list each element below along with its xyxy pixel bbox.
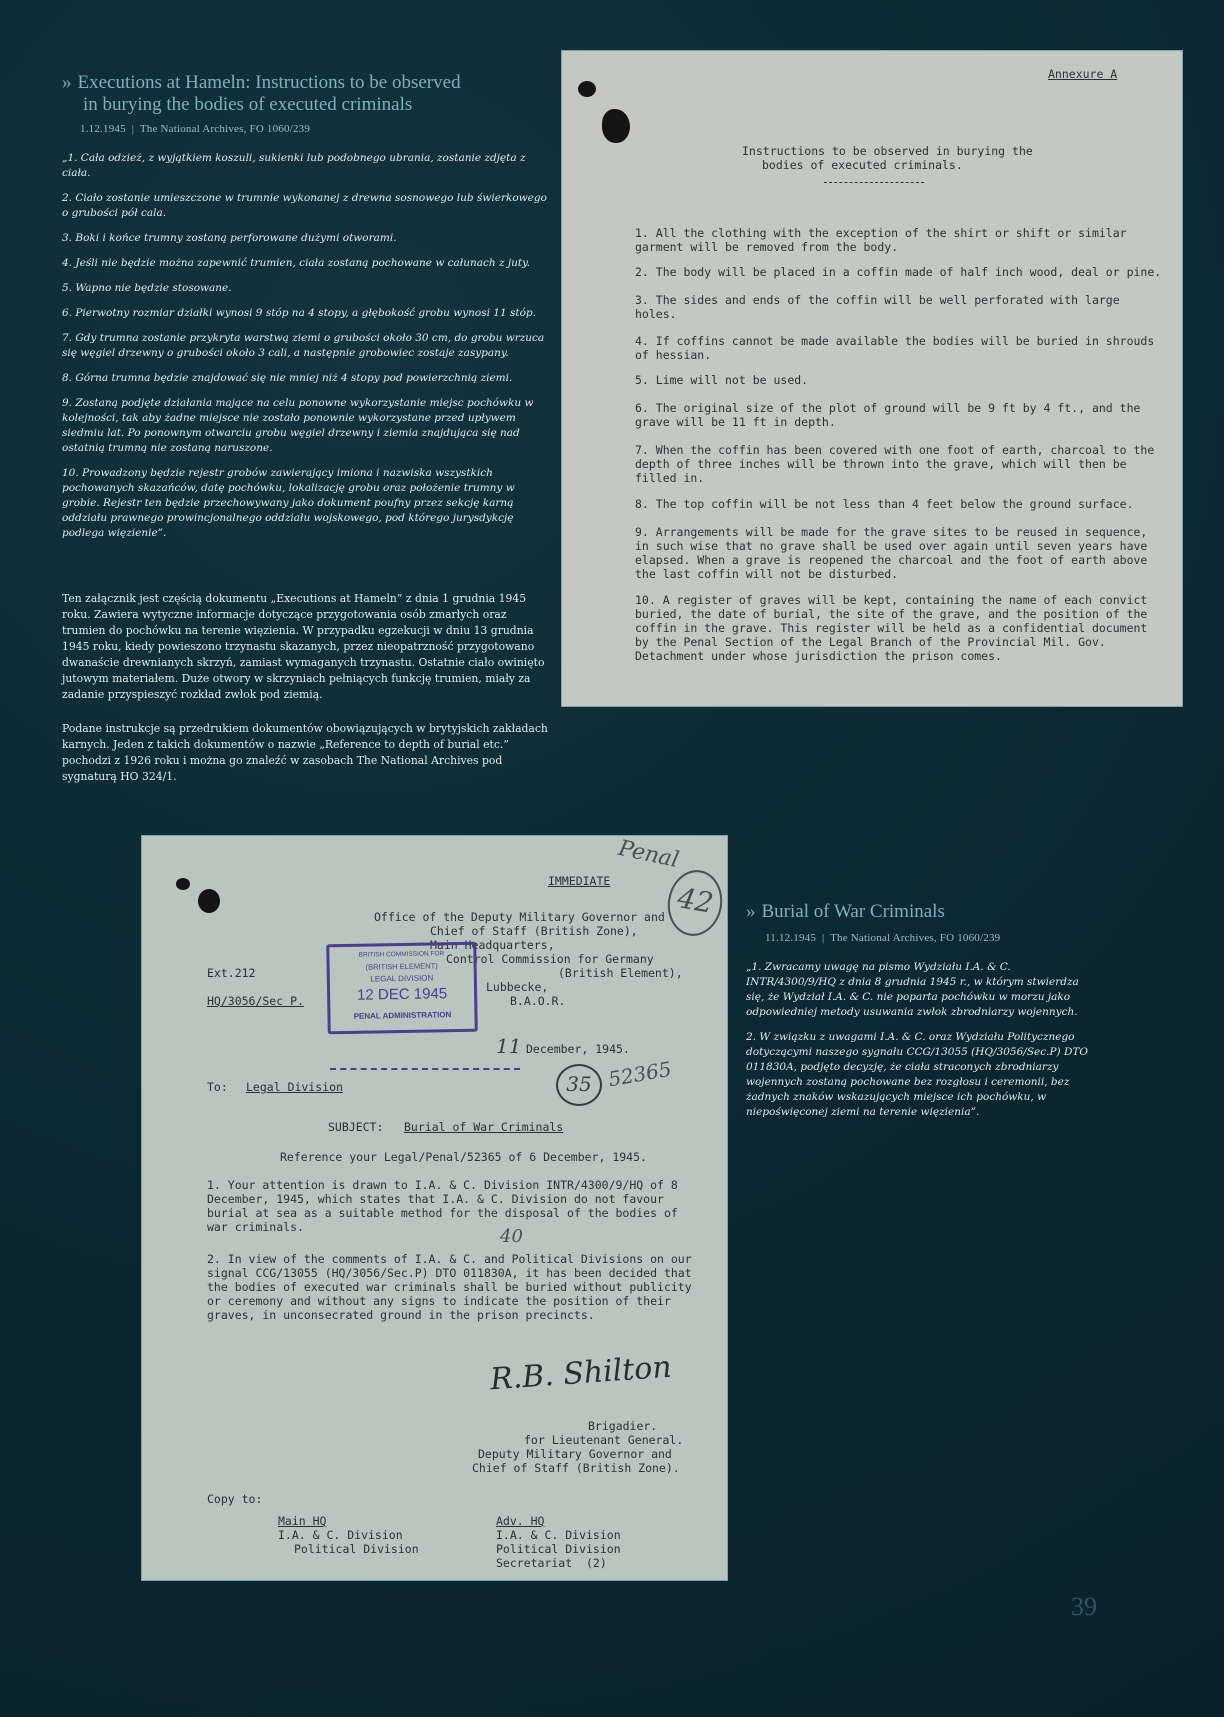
quote-item: „1. Cała odzież, z wyjątkiem koszuli, sukienki lub podobnego ubrania, zostanie zdjęta z ciała. [62,152,526,179]
instruction-item: 6. The original size of the plot of ground will be 9 ft by 4 ft., and the grave will be 11 ft in depth. [635,401,1141,429]
copy-right-line: Secretariat (2) [496,1556,607,1570]
copy-right-head: Adv. HQ [496,1514,545,1528]
annexure-label: Annexure A [1048,67,1118,81]
reference-code: HQ/3056/Sec P. [207,994,304,1008]
handwritten-42: 42 [675,881,716,920]
ink-blot [602,109,630,143]
instruction-item: 10. A register of graves will be kept, containing the name of each convict buried, the date of burial, the site of the grave, and the position of the coffin in the grave. This register will be held as a confidential document by the Penal Section of the Legal Branch of the Provincial Mil. Gov. Detachment under whose jurisdiction the prison comes. [635,593,1148,663]
office-line: Main Headquarters, [430,938,555,952]
stamp-line: PENAL ADMINISTRATION [353,1010,452,1021]
stamp-line: BRITISH COMMISSION FOR [358,950,445,959]
copy-to-label: Copy to: [207,1492,263,1506]
to-recipient: Legal Division [246,1080,343,1094]
divider [824,182,924,183]
letter-date: December, 1945. [526,1042,630,1056]
office-line: Lubbecke, [486,980,549,994]
section1-title-line2: in burying the bodies of executed criminals [83,94,413,115]
section1-quote [62,151,554,551]
instruction-item: 1. All the clothing with the exception of the shirt or shift or similar garment will be removed from the body. [635,226,1127,254]
handwritten-35: 35 [566,1072,592,1096]
handwritten-40: 40 [500,1226,523,1247]
handwritten-circled-35 [556,1064,602,1106]
signature-line: Brigadier. [588,1419,658,1433]
office-line: Office of the Deputy Military Governor and [374,910,665,924]
subject-label: SUBJECT: [328,1120,384,1134]
quote-item: 2. Ciało zostanie umieszczone w trumnie wykonanej z drewna sosnowego lub świerkowego o grubości pół cala. [62,192,547,219]
instruction-item: 3. The sides and ends of the coffin will be well perforated with large holes. [635,293,1120,321]
signature: R.B. Shilton [489,1349,673,1398]
signature-line: for Lieutenant General. [524,1433,684,1447]
to-label: To: [207,1080,228,1094]
instruction-item: 8. The top coffin will be not less than 4 feet below the ground surface. [635,497,1134,511]
memo-paragraph-2: 2. In view of the comments of I.A. & C. and Political Divisions on our signal CCG/13055 (HQ/3056/Sec.P) DTO 011830A, it has been decided that the bodies of executed war criminals shall be buried without publicity or ceremony and without any signs to indicate the position of their graves, in unconsecrated ground in the prison precincts. [207,1252,692,1322]
quote-item: 2. W związku z uwagami I.A. & C. oraz Wydziału Politycznego dotyczącymi naszego sygnału CCG/13055 (HQ/3056/Sec.P) DTO 011830A, podjęto decyzję, że ciała straconych zbrodniarzy wojennych zostaną pochowane bez rozgłosu i ceremonii, bez żadnych znaków wskazujących miejsce ich pochówku, w niepoświęconej ziemi na terenie więzienia”. [746,1031,1088,1118]
body-paragraph: Ten załącznik jest częścią dokumentu „Executions at Hameln” z dnia 1 grudnia 1945 roku. Zawiera wytyczne informacje dotyczące przygotowania osób zmarłych oraz trumien do pochówku na terenie więzienia. W przypadku egzekucji w dniu 13 grudnia 1945 roku, kiedy powieszono trzynastu skazanych, przez nieopatrzność przygotowano dwanaście drewnianych skrzyń, zamiast wymaganych trzynastu. Ostatnie ciało owinięto jutowym materiałem. Duże otwory w skrzyniach pełniących funkcję trumien, miały za zadanie przyspieszyć rozkład zwłok pod ziemią. [62,592,545,701]
instruction-item: 7. When the coffin has been covered with one foot of earth, charcoal to the depth of three inches will be thrown into the grave, which will then be filled in. [635,443,1155,485]
section1-body [62,591,552,803]
section2-title [746,901,1166,923]
copy-right-line: I.A. & C. Division [496,1528,621,1542]
stamp-line: 12 DEC 1945 [356,985,448,1004]
handwritten-circled-42 [663,866,728,940]
chevron-right-icon: » [62,72,72,93]
section2-meta [765,932,1000,944]
quote-item: 10. Prowadzony będzie rejestr grobów zawierający imiona i nazwiska wszystkich pochowanych skazańców, datę pochówku, lokalizację grobu oraz położenie trumny w grobie. Rejestr ten będzie przechowywany jako dokument poufny przez sekcję karną oddziału prawnego prowincjonalnego oddziału wojskowego, pod którego jurysdykcję podlega więzienie”. [62,467,515,539]
quote-item: 9. Zostaną podjęte działania mające na celu ponowne wykorzystanie miejsc pochówku w kolejności, tak aby żadne miejsce nie zostało ponownie wykorzystane przed upływem siedmiu lat. Po ponownym otwarciu grobu węgiel drzewny i ziemia znajdująca się nad ostatnią trumną nie zostaną naruszone. [62,397,534,454]
section1-title-line1: Executions at Hameln: Instructions to be observed [77,72,461,93]
instruction-item: 4. If coffins cannot be made available the bodies will be buried in shrouds of hessian. [635,334,1155,362]
underline-stroke [330,1068,520,1070]
instruction-item: 2. The body will be placed in a coffin made of half inch wood, deal or pine. [635,265,1162,279]
section1-title [62,72,502,116]
body-paragraph: Podane instrukcje są przedrukiem dokumentów obowiązujących w brytyjskich zakładach karnych. Jeden z takich dokumentów o nazwie „Reference to depth of burial etc.” pochodzi z 1926 roku i można go znaleźć w zasobach The National Archives pod sygnaturą HO 324/1. [62,722,548,783]
annexure-a-document [561,50,1183,707]
instruction-item: 9. Arrangements will be made for the grave sites to be reused in sequence, in such wise that no grave shall be used over again until seven years have elapsed. When a grave is reopened the charcoal and the foot of earth above the last coffin will not be disturbed. [635,525,1148,581]
handwritten-penal: Penal [616,835,682,874]
ink-blot [578,81,596,97]
ink-blot [176,878,190,890]
section1-separator: | [131,123,135,135]
page-number: 39 [1071,1592,1097,1621]
copy-right-line: Political Division [496,1542,621,1556]
burial-memo-document [141,835,728,1581]
section2-source: The National Archives, FO 1060/239 [830,932,1001,944]
signature-line: Deputy Military Governor and [478,1447,672,1461]
instruction-item: 5. Lime will not be used. [635,373,809,387]
reference-line: Reference your Legal/Penal/52365 of 6 December, 1945. [280,1150,647,1164]
section2-separator: | [822,932,825,944]
quote-item: 3. Boki i końce trumny zostaną perforowane dużymi otworami. [62,232,397,244]
office-line: Control Commission for Germany [446,952,654,966]
quote-item: 5. Wapno nie będzie stosowane. [62,282,232,294]
section1-source: The National Archives, FO 1060/239 [139,123,311,135]
quote-item: 7. Gdy trumna zostanie przykryta warstwą ziemi o grubości około 30 cm, do grobu wrzuca się węgiel drzewny o grubości około 3 cali, a następnie grobowiec zostaje zasypany. [62,332,545,359]
quote-item: 6. Pierwotny rozmiar działki wynosi 9 stóp na 4 stopy, a głębokość grobu wynosi 11 stóp. [62,307,536,319]
office-line: B.A.O.R. [510,994,566,1008]
stamp-line: (BRITISH ELEMENT) [365,961,438,972]
quote-item: „1. Zwracamy uwagę na pismo Wydziału I.A. & C. INTR/4300/9/HQ z dnia 8 grudnia 1945 r., w którym stwierdza się, że Wydział I.A. & C. nie poparta pochówku w morzu jako odpowiedniej metody usuwania zwłok zbrodniarzy wojennych. [746,961,1079,1018]
handwritten-file-number: 52365 [606,1056,674,1092]
section2-title-text: Burial of War Criminals [761,901,945,922]
section2-quote [746,960,1096,1130]
memo-paragraph-1: 1. Your attention is drawn to I.A. & C. Division INTR/4300/9/HQ of 8 December, 1945, which states that I.A. & C. Division do not favour burial at sea as a suitable method for the disposal of the bodies of war criminals. [207,1178,678,1234]
signature-line: Chief of Staff (British Zone). [472,1461,680,1475]
section1-meta [80,123,310,135]
doc1-title-line2: bodies of executed criminals. [762,158,963,172]
ink-blot [198,889,220,913]
copy-left-head: Main HQ [278,1514,327,1528]
extension-number: Ext.212 [207,966,256,980]
immediate-label: IMMEDIATE [548,874,611,888]
quote-item: 4. Jeśli nie będzie można zapewnić trumien, ciała zostaną pochowane w całunach z juty. [62,257,530,269]
office-line: (British Element), [558,966,683,980]
section2-date: 11.12.1945 [765,932,817,944]
subject-value: Burial of War Criminals [404,1120,564,1134]
copy-left-line: Political Division [294,1542,419,1556]
copy-left-line: I.A. & C. Division [278,1528,403,1542]
stamp-line: LEGAL DIVISION [370,973,434,984]
handwritten-day: 11 [496,1034,522,1058]
received-stamp [326,942,478,1035]
quote-item: 8. Górna trumna będzie znajdować się nie mniej niż 4 stopy pod powierzchnią ziemi. [62,372,513,384]
office-line: Chief of Staff (British Zone), [430,924,638,938]
doc1-title-line1: Instructions to be observed in burying the [742,144,1033,158]
chevron-right-icon: » [746,901,756,922]
section1-date: 1.12.1945 [80,123,126,135]
